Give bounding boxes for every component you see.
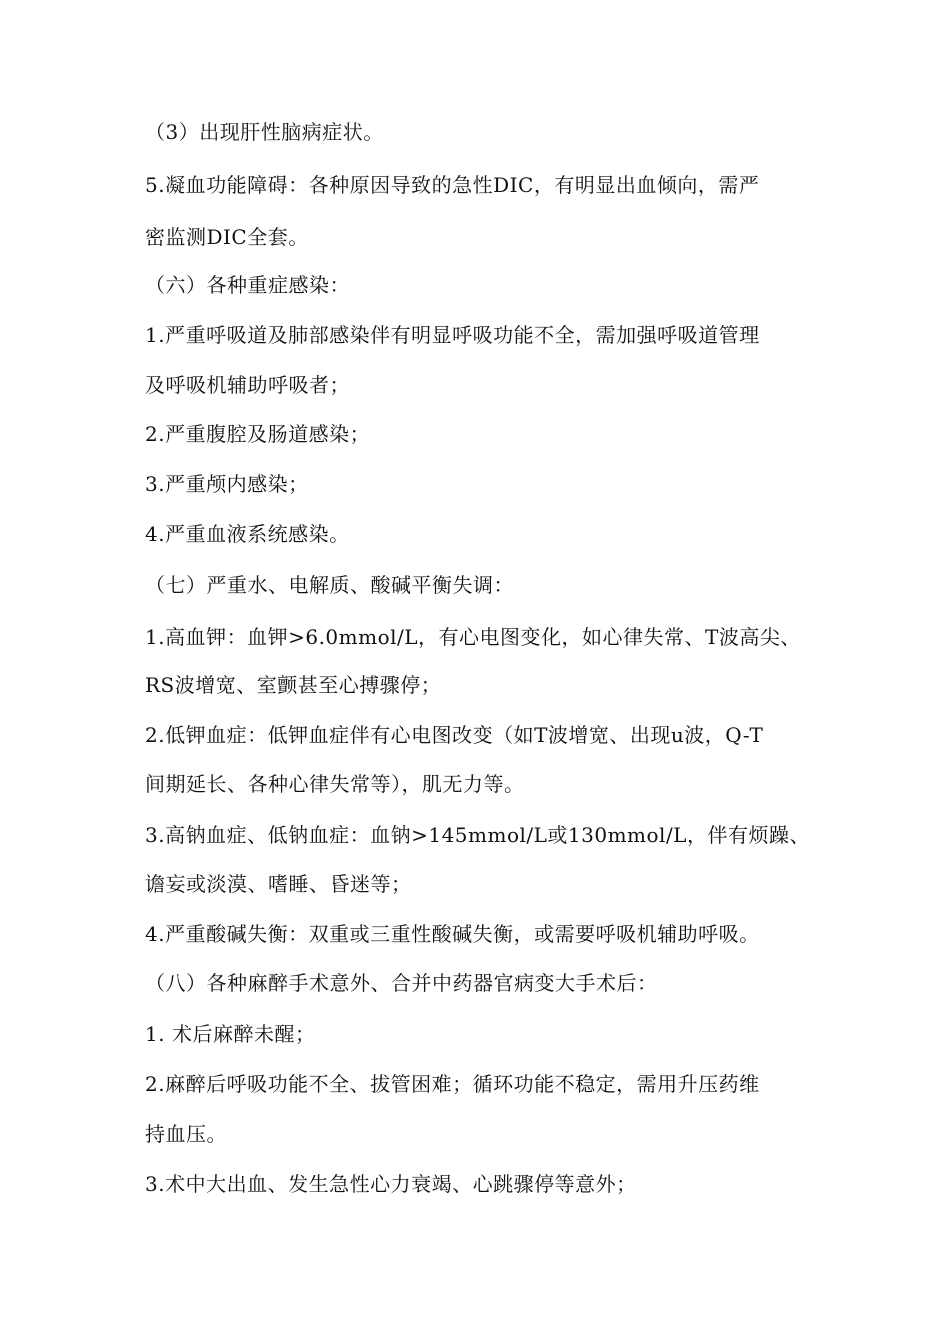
text-line: RS波增宽、室颤甚至心搏骤停； <box>145 673 442 697</box>
text-line: 1.严重呼吸道及肺部感染伴有明显呼吸功能不全，需加强呼吸道管理 <box>145 323 760 347</box>
text-line: 密监测DIC全套。 <box>145 225 309 249</box>
section-heading: （八）各种麻醉手术意外、合并中药器官病变大手术后： <box>145 971 658 995</box>
text-line: 1.高血钾：血钾>6.0mmol/L，有心电图变化，如心律失常、T波高尖、 <box>145 625 801 649</box>
text-line: 3.术中大出血、发生急性心力衰竭、心跳骤停等意外； <box>145 1172 637 1196</box>
text-line: 及呼吸机辅助呼吸者； <box>145 373 350 397</box>
section-heading: （七）严重水、电解质、酸碱平衡失调： <box>145 573 514 597</box>
section-heading: （六）各种重症感染： <box>145 273 350 297</box>
text-line: 2.严重腹腔及肠道感染； <box>145 422 371 446</box>
text-line: 3.严重颅内感染； <box>145 472 309 496</box>
text-line: 1. 术后麻醉未醒； <box>145 1022 316 1046</box>
text-line: （3）出现肝性脑病症状。 <box>145 120 384 144</box>
text-line: 间期延长、各种心律失常等），肌无力等。 <box>145 772 525 796</box>
text-line: 5.凝血功能障碍：各种原因导致的急性DIC，有明显出血倾向，需严 <box>145 173 760 197</box>
text-line: 4.严重酸碱失衡：双重或三重性酸碱失衡，或需要呼吸机辅助呼吸。 <box>145 922 760 946</box>
text-line: 持血压。 <box>145 1122 227 1146</box>
text-line: 3.高钠血症、低钠血症：血钠>145mmol/L或130mmol/L，伴有烦躁、 <box>145 823 810 847</box>
text-line: 谵妄或淡漠、嗜睡、昏迷等； <box>145 872 412 896</box>
text-line: 2.低钾血症：低钾血症伴有心电图改变（如T波增宽、出现u波，Q-T <box>145 723 764 747</box>
text-line: 4.严重血液系统感染。 <box>145 522 350 546</box>
text-line: 2.麻醉后呼吸功能不全、拔管困难；循环功能不稳定，需用升压药维 <box>145 1072 760 1096</box>
